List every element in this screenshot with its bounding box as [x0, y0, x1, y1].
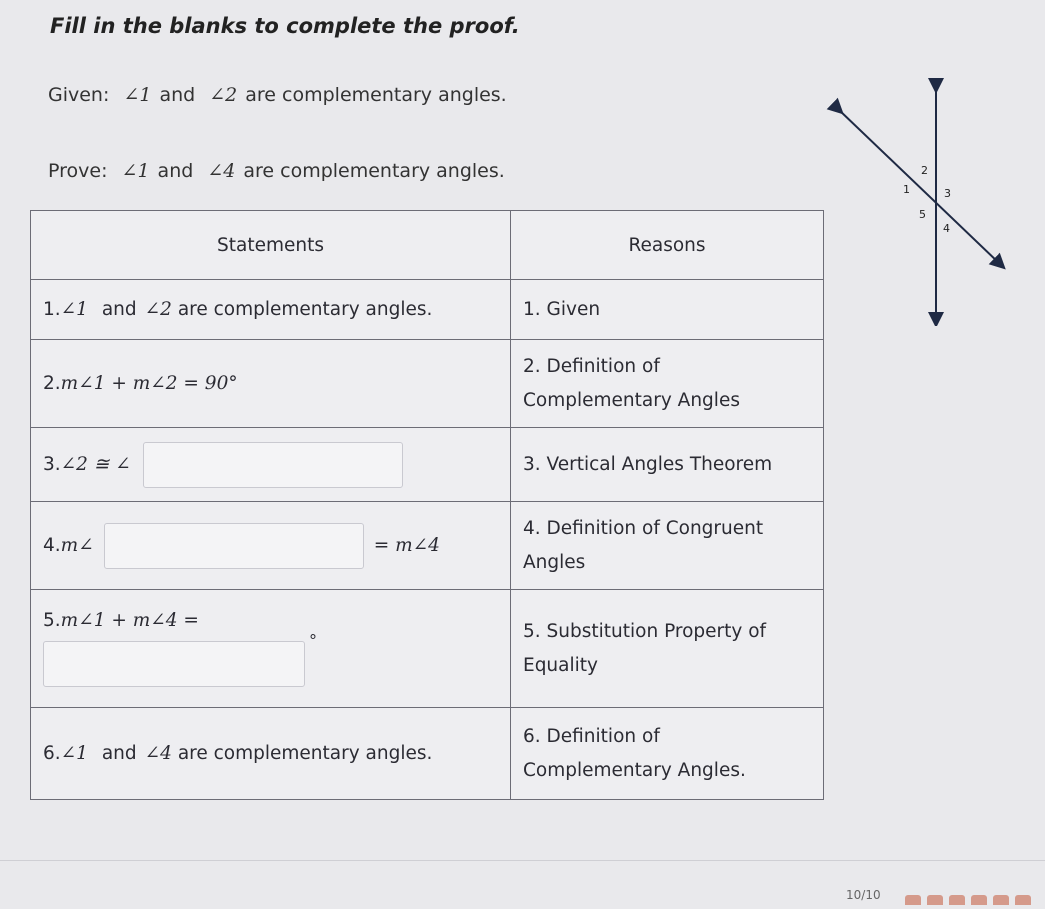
reason-line: 5. Substitution Property of	[523, 620, 767, 642]
reason-cell: 3. Vertical Angles Theorem	[511, 428, 824, 502]
table-row	[31, 708, 824, 800]
degree-symbol: °	[309, 631, 317, 650]
table-row	[31, 280, 824, 340]
reason-line: 4. Definition of Congruent	[523, 517, 764, 539]
statement-text: m∠1 + m∠2 = 90°	[60, 373, 238, 394]
statement-cell	[31, 708, 511, 800]
progress-dot[interactable]	[949, 895, 965, 905]
table-row	[31, 590, 824, 708]
instruction-title: Fill in the blanks to complete the proof.	[50, 14, 520, 38]
prove-angle-4: ∠4	[207, 160, 236, 182]
statement-text: m∠1 + m∠4 =	[60, 610, 199, 631]
progress-dot[interactable]	[927, 895, 943, 905]
angle-label-3: 3	[944, 187, 951, 200]
question-counter: 10/10	[846, 888, 881, 902]
statement-cell	[31, 590, 511, 708]
given-tail: are complementary angles.	[245, 84, 507, 106]
statement-angle-1: ∠1	[60, 743, 88, 764]
statements-header: Statements	[31, 211, 511, 280]
reasons-header: Reasons	[511, 211, 824, 280]
step-number: 2.	[43, 373, 61, 394]
angle-label-5: 5	[919, 208, 926, 221]
statement-cell	[31, 280, 511, 340]
statement-connector: and	[101, 299, 137, 320]
angle-diagram	[812, 76, 1012, 326]
divider	[0, 860, 1045, 861]
statement-tail: are complementary angles.	[177, 299, 433, 320]
angle-label-4: 4	[943, 222, 950, 235]
answer-blank-step-3[interactable]	[143, 442, 403, 488]
statement-cell	[31, 340, 511, 428]
given-statement	[48, 84, 507, 106]
reason-cell	[511, 340, 824, 428]
given-label: Given:	[48, 84, 110, 106]
progress-dot[interactable]	[905, 895, 921, 905]
table-row	[31, 502, 824, 590]
answer-blank-step-4[interactable]	[104, 523, 364, 569]
prove-tail: are complementary angles.	[243, 160, 505, 182]
reason-line: Angles	[523, 551, 586, 573]
statement-text: ∠2 ≅ ∠	[60, 453, 131, 475]
statement-angle-4: ∠4	[144, 743, 172, 764]
reason-line: 6. Definition of	[523, 725, 660, 747]
prove-label: Prove:	[48, 160, 108, 182]
step-number: 1.	[43, 299, 61, 320]
progress-dot[interactable]	[993, 895, 1009, 905]
progress-dot[interactable]	[971, 895, 987, 905]
step-number: 4.	[43, 534, 61, 556]
reason-cell	[511, 590, 824, 708]
reason-line: Equality	[523, 654, 598, 676]
diagonal-line	[838, 109, 1000, 264]
prove-angle-1: ∠1	[121, 160, 150, 182]
angle-label-1: 1	[903, 183, 910, 196]
reason-cell	[511, 708, 824, 800]
angle-label-2: 2	[921, 164, 928, 177]
progress-dot[interactable]	[1015, 895, 1031, 905]
reason-line: Complementary Angles.	[523, 759, 746, 781]
table-header-row	[31, 211, 824, 280]
prove-connector: and	[157, 160, 194, 182]
step-number: 6.	[43, 743, 61, 764]
given-angle-1: ∠1	[123, 84, 152, 106]
reason-line: Complementary Angles	[523, 389, 740, 411]
prove-statement	[48, 160, 505, 182]
answer-blank-step-5[interactable]	[43, 641, 305, 687]
reason-line: 2. Definition of	[523, 355, 660, 377]
statement-suffix: = m∠4	[373, 534, 440, 556]
statement-cell	[31, 502, 511, 590]
reason-cell	[511, 502, 824, 590]
statement-angle-2: ∠2	[144, 299, 172, 320]
step-number: 5.	[43, 610, 61, 631]
given-angle-2: ∠2	[209, 84, 238, 106]
statement-connector: and	[101, 743, 137, 764]
statement-cell	[31, 428, 511, 502]
proof-table	[30, 210, 824, 800]
step-number: 3.	[43, 453, 61, 475]
reason-cell: 1. Given	[511, 280, 824, 340]
table-row	[31, 428, 824, 502]
table-row	[31, 340, 824, 428]
given-connector: and	[159, 84, 196, 106]
statement-tail: are complementary angles.	[177, 743, 433, 764]
statement-text: m∠	[60, 534, 94, 556]
statement-angle-1: ∠1	[60, 299, 88, 320]
